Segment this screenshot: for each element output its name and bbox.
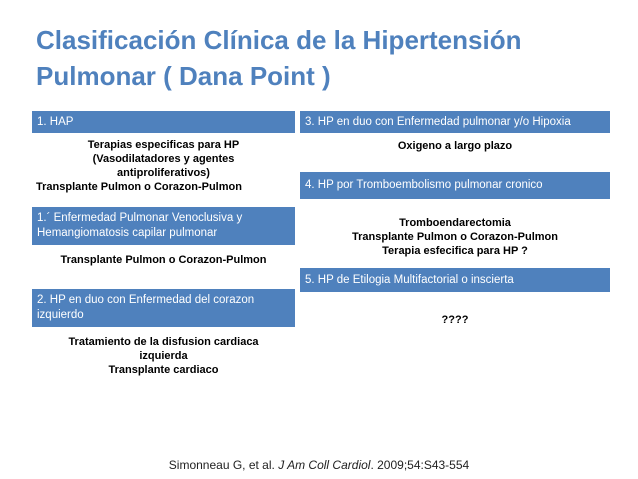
category-body-line: Transplante Pulmon o Corazon-Pulmon bbox=[352, 231, 558, 243]
category-header-cteph-text: 4. HP por Tromboembolismo pulmonar cronico bbox=[305, 179, 543, 191]
category-body-line: Transplante Pulmon o Corazon-Pulmon bbox=[36, 181, 242, 193]
category-header-left-heart-line-1: 2. HP en duo con Enfermedad del corazon bbox=[37, 294, 255, 306]
citation-authors: Simonneau G, et al. bbox=[168, 458, 279, 472]
category-header-hap-text: 1. HAP bbox=[37, 115, 74, 128]
slide-title-line-2: Pulmonar ( Dana Point ) bbox=[36, 61, 331, 91]
category-body-venoclusive bbox=[32, 253, 295, 267]
category-header-cteph bbox=[300, 172, 610, 199]
category-header-hap bbox=[32, 111, 295, 133]
category-body-line: Tratamiento de la disfusion cardiaca bbox=[68, 336, 259, 348]
category-header-left-heart-line-2: izquierdo bbox=[37, 309, 84, 321]
category-body-hypoxia bbox=[300, 139, 610, 153]
category-header-left-heart bbox=[32, 289, 295, 327]
category-body-cteph bbox=[300, 216, 610, 258]
category-header-hypoxia bbox=[300, 111, 610, 133]
slide-title-line-1: Clasificación Clínica de la Hipertensión bbox=[36, 25, 522, 55]
category-body-line: Transplante cardiaco bbox=[108, 364, 219, 376]
citation-details: . 2009;54:S43-554 bbox=[370, 458, 470, 472]
category-body-hap bbox=[32, 138, 295, 194]
category-body-left-heart bbox=[32, 335, 295, 377]
category-body-line: Tromboendarectomia bbox=[399, 217, 511, 229]
category-header-multifactorial bbox=[300, 268, 610, 292]
category-body-line: antiproliferativos) bbox=[117, 167, 210, 179]
category-header-venoclusive-line-1: 1.´ Enfermedad Pulmonar Venoclusiva y bbox=[37, 212, 243, 224]
category-body-multifactorial bbox=[300, 313, 610, 327]
category-header-venoclusive bbox=[32, 207, 295, 245]
category-body-line: Transplante Pulmon o Corazon-Pulmon bbox=[60, 254, 267, 266]
slide-title bbox=[36, 22, 616, 94]
category-header-venoclusive-line-2: Hemangiomatosis capilar pulmonar bbox=[37, 227, 218, 239]
category-body-line: Terapias especificas para HP bbox=[87, 139, 240, 151]
category-body-line: Terapia esfecifica para HP ? bbox=[382, 245, 528, 257]
category-body-line: izquierda bbox=[139, 350, 188, 362]
category-body-line: Oxigeno a largo plazo bbox=[397, 140, 513, 152]
citation-journal: J Am Coll Cardiol bbox=[278, 458, 371, 472]
category-body-line: ???? bbox=[441, 314, 469, 326]
citation bbox=[0, 458, 638, 472]
category-header-multifactorial-text: 5. HP de Etilogia Multifactorial o inscierta bbox=[305, 273, 514, 286]
category-body-line: (Vasodilatadores y agentes bbox=[92, 153, 235, 165]
category-header-hypoxia-text: 3. HP en duo con Enfermedad pulmonar y/o Hipoxia bbox=[305, 115, 571, 128]
